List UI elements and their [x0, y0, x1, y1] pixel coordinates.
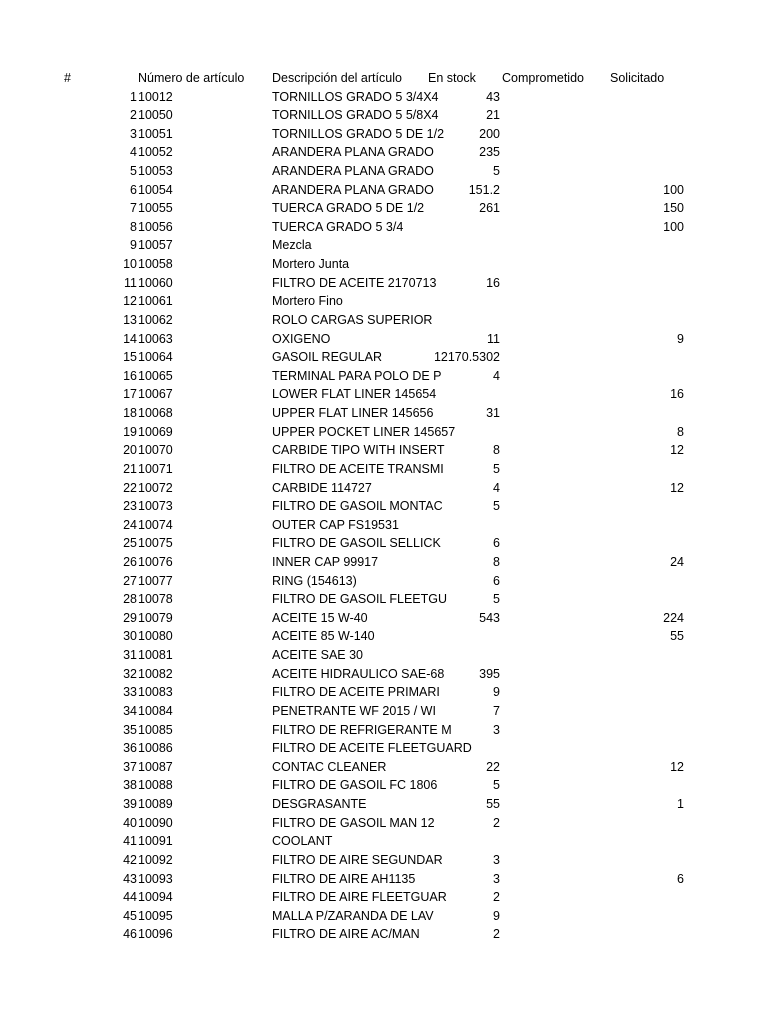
table-row	[0, 553, 768, 572]
table-row	[0, 925, 768, 944]
item-solicitado: 224	[663, 610, 684, 625]
table-row	[0, 851, 768, 870]
row-index: 46	[123, 927, 137, 942]
item-description: TERMINAL PARA POLO DE P	[272, 368, 442, 383]
item-stock: 6	[493, 573, 500, 588]
row-index: 1	[130, 89, 137, 104]
row-index: 15	[123, 350, 137, 365]
item-number: 10092	[138, 852, 173, 867]
table-row	[0, 516, 768, 535]
table-row	[0, 330, 768, 349]
row-index: 10	[123, 257, 137, 272]
item-number: 10077	[138, 573, 173, 588]
row-index: 3	[130, 126, 137, 141]
row-index: 30	[123, 629, 137, 644]
item-solicitado: 9	[677, 331, 684, 346]
item-number: 10075	[138, 536, 173, 551]
item-description: FILTRO DE GASOIL SELLICK	[272, 536, 441, 551]
row-index: 5	[130, 163, 137, 178]
item-description: FILTRO DE AIRE AH1135	[272, 871, 416, 886]
item-description: FILTRO DE ACEITE TRANSMI	[272, 461, 444, 476]
item-solicitado: 12	[670, 443, 684, 458]
table-row	[0, 683, 768, 702]
item-number: 10050	[138, 108, 173, 123]
table-row	[0, 460, 768, 479]
item-description: TORNILLOS GRADO 5 3/4X4	[272, 89, 439, 104]
item-stock: 12170.5302	[433, 350, 500, 365]
table-row	[0, 702, 768, 721]
item-description: FILTRO DE REFRIGERANTE M	[272, 722, 452, 737]
item-number: 10074	[138, 517, 173, 532]
row-index: 45	[123, 908, 137, 923]
table-row	[0, 795, 768, 814]
row-index: 44	[123, 890, 137, 905]
table-row	[0, 721, 768, 740]
item-number: 10063	[138, 331, 173, 346]
row-index: 7	[130, 201, 137, 216]
item-stock: 7	[493, 703, 500, 718]
item-number: 10086	[138, 741, 173, 756]
item-number: 10089	[138, 797, 173, 812]
row-index: 33	[123, 685, 137, 700]
item-number: 10088	[138, 778, 173, 793]
item-stock: 8	[493, 443, 500, 458]
header-solicitado: Solicitado	[610, 70, 665, 85]
item-number: 10064	[138, 350, 173, 365]
row-index: 21	[123, 461, 137, 476]
row-index: 38	[123, 778, 137, 793]
item-stock: 6	[493, 536, 500, 551]
item-description: GASOIL REGULAR	[272, 350, 382, 365]
row-index: 19	[123, 424, 137, 439]
table-row	[0, 441, 768, 460]
item-number: 10080	[138, 629, 173, 644]
table-row	[0, 125, 768, 144]
table-row	[0, 534, 768, 553]
row-index: 16	[123, 368, 137, 383]
item-solicitado: 100	[663, 182, 684, 197]
item-number: 10072	[138, 480, 173, 495]
item-number: 10084	[138, 703, 173, 718]
item-description: FILTRO DE AIRE SEGUNDAR	[272, 852, 443, 867]
item-number: 10083	[138, 685, 173, 700]
table-row	[0, 348, 768, 367]
table-row	[0, 888, 768, 907]
item-number: 10055	[138, 201, 173, 216]
item-number: 10071	[138, 461, 173, 476]
table-row	[0, 479, 768, 498]
item-description: Mortero Junta	[272, 257, 350, 272]
item-number: 10082	[138, 666, 173, 681]
row-index: 40	[123, 815, 137, 830]
item-number: 10093	[138, 871, 173, 886]
table-row	[0, 311, 768, 330]
item-solicitado: 16	[670, 387, 684, 402]
item-description: PENETRANTE WF 2015 / WI	[272, 703, 436, 718]
item-stock: 11	[487, 331, 500, 346]
item-number: 10076	[138, 555, 173, 569]
header-stock: En stock	[428, 70, 476, 85]
table-row	[0, 292, 768, 311]
row-index: 14	[123, 331, 137, 346]
table-row	[0, 497, 768, 516]
table-row	[0, 423, 768, 442]
row-index: 23	[123, 499, 137, 514]
item-description: CARBIDE TIPO WITH INSERT	[272, 443, 445, 458]
item-number: 10060	[138, 275, 173, 290]
item-number: 10061	[138, 294, 173, 309]
row-index: 27	[123, 573, 137, 588]
item-solicitado: 12	[670, 759, 684, 774]
item-description: UPPER FLAT LINER 145656	[272, 406, 434, 421]
table-row	[0, 870, 768, 889]
item-description: DESGRASANTE	[272, 797, 367, 812]
item-stock: 2	[493, 815, 500, 830]
row-index: 37	[123, 759, 137, 774]
item-stock: 543	[479, 610, 500, 625]
item-stock: 3	[493, 722, 500, 737]
header-descripcion: Descripción del artículo	[272, 70, 402, 85]
item-solicitado: 1	[677, 797, 684, 812]
table-row	[0, 236, 768, 255]
table-row	[0, 590, 768, 609]
table-row	[0, 832, 768, 851]
item-description: TUERCA GRADO 5 3/4	[272, 219, 404, 234]
row-index: 9	[130, 238, 137, 253]
item-stock: 8	[493, 555, 500, 569]
item-description: OUTER CAP FS19531	[272, 517, 399, 532]
item-description: CARBIDE 114727	[272, 480, 372, 495]
table-row	[0, 404, 768, 423]
item-number: 10091	[138, 834, 173, 849]
table-row	[0, 739, 768, 758]
row-index: 2	[130, 108, 137, 123]
item-solicitado: 6	[677, 871, 684, 886]
table-row	[0, 609, 768, 628]
item-stock: 3	[493, 871, 500, 886]
item-stock: 22	[486, 759, 500, 774]
table-row	[0, 665, 768, 684]
row-index: 12	[123, 294, 137, 309]
item-stock: 5	[493, 592, 500, 607]
table-row	[0, 143, 768, 162]
item-number: 10056	[138, 219, 173, 234]
table-row	[0, 218, 768, 237]
item-description: FILTRO DE ACEITE PRIMARI	[272, 685, 440, 700]
item-stock: 4	[493, 368, 500, 383]
table-row	[0, 907, 768, 926]
item-description: FILTRO DE AIRE AC/MAN	[272, 927, 420, 942]
table-row	[0, 776, 768, 795]
row-index: 8	[130, 219, 137, 234]
row-index: 39	[123, 797, 137, 812]
item-description: ARANDERA PLANA GRADO	[272, 163, 434, 178]
item-stock: 5	[493, 461, 500, 476]
item-number: 10079	[138, 610, 173, 625]
table-row	[0, 627, 768, 646]
item-number: 10070	[138, 443, 173, 458]
item-number: 10085	[138, 722, 173, 737]
item-number: 10069	[138, 424, 173, 439]
item-number: 10012	[138, 89, 173, 104]
table-row	[0, 758, 768, 777]
item-description: Mezcla	[272, 238, 312, 253]
item-stock: 5	[493, 778, 500, 793]
row-index: 29	[123, 610, 137, 625]
item-description: CONTAC CLEANER	[272, 759, 387, 774]
item-stock: 395	[479, 666, 500, 681]
table-row	[0, 385, 768, 404]
row-index: 4	[130, 145, 137, 160]
item-solicitado: 150	[663, 201, 684, 216]
item-stock: 200	[479, 126, 500, 141]
item-solicitado: 12	[670, 480, 684, 495]
item-description: ARANDERA PLANA GRADO	[272, 182, 434, 197]
item-number: 10073	[138, 499, 173, 514]
header-hash: #	[64, 70, 71, 85]
table-row	[0, 199, 768, 218]
item-stock: 151.2	[468, 182, 500, 197]
table-row	[0, 274, 768, 293]
item-stock: 55	[486, 797, 500, 812]
item-number: 10096	[138, 927, 173, 942]
item-description: ACEITE SAE 30	[272, 648, 364, 663]
row-index: 42	[123, 852, 137, 867]
item-number: 10067	[138, 387, 173, 402]
item-description: ARANDERA PLANA GRADO	[272, 145, 434, 160]
table-row	[0, 181, 768, 200]
item-description: FILTRO DE GASOIL MONTAC	[272, 499, 443, 514]
item-solicitado: 100	[663, 219, 684, 234]
item-description: ACEITE 85 W-140	[272, 629, 375, 644]
item-description: FILTRO DE GASOIL MAN 12	[272, 815, 435, 830]
item-stock: 31	[486, 406, 500, 421]
item-stock: 5	[493, 499, 500, 514]
table-row	[0, 88, 768, 107]
item-number: 10094	[138, 890, 173, 905]
item-description: TUERCA GRADO 5 DE 1/2	[272, 201, 425, 216]
row-index: 35	[123, 722, 137, 737]
item-solicitado: 55	[670, 629, 684, 644]
item-number: 10095	[138, 908, 173, 923]
row-index: 31	[123, 648, 137, 663]
table-row	[0, 162, 768, 181]
item-number: 10054	[138, 182, 173, 197]
row-index: 43	[123, 871, 137, 886]
item-stock: 43	[486, 89, 500, 104]
item-number: 10065	[138, 368, 173, 383]
item-number: 10087	[138, 759, 173, 774]
item-description: LOWER FLAT LINER 145654	[272, 387, 437, 402]
row-index: 24	[123, 517, 137, 532]
item-description: TORNILLOS GRADO 5 5/8X4	[272, 108, 439, 123]
item-description: FILTRO DE GASOIL FC 1806	[272, 778, 438, 793]
item-stock: 2	[493, 927, 500, 942]
item-description: TORNILLOS GRADO 5 DE 1/2	[272, 126, 445, 141]
row-index: 18	[123, 406, 137, 421]
item-number: 10078	[138, 592, 173, 607]
item-description: FILTRO DE ACEITE 2170713	[272, 275, 437, 290]
row-index: 13	[123, 312, 137, 327]
item-description: UPPER POCKET LINER 145657	[272, 424, 456, 439]
item-description: ROLO CARGAS SUPERIOR	[272, 312, 433, 327]
item-solicitado: 8	[677, 424, 684, 439]
table-row	[0, 646, 768, 665]
item-stock: 3	[493, 852, 500, 867]
row-index: 36	[123, 741, 137, 756]
item-number: 10057	[138, 238, 173, 253]
row-index: 26	[123, 555, 137, 569]
item-description: OXIGENO	[272, 331, 331, 346]
item-number: 10053	[138, 163, 173, 178]
item-stock: 235	[479, 145, 500, 160]
row-index: 20	[123, 443, 137, 458]
table-row	[0, 367, 768, 386]
item-number: 10052	[138, 145, 173, 160]
row-index: 32	[123, 666, 137, 681]
item-stock: 9	[493, 685, 500, 700]
item-number: 10081	[138, 648, 173, 663]
row-index: 41	[123, 834, 137, 849]
item-number: 10068	[138, 406, 173, 421]
item-description: FILTRO DE GASOIL FLEETGU	[272, 592, 448, 607]
item-description: MALLA P/ZARANDA DE LAV	[272, 908, 434, 923]
item-number: 10062	[138, 312, 173, 327]
item-description: COOLANT	[272, 834, 333, 849]
row-index: 34	[123, 703, 137, 718]
table-header	[0, 69, 768, 88]
row-index: 17	[123, 387, 137, 402]
item-number: 10058	[138, 257, 173, 272]
item-description: RING (154613)	[272, 573, 357, 588]
table-row	[0, 255, 768, 274]
item-number: 10051	[138, 126, 173, 141]
item-stock: 21	[486, 108, 500, 123]
item-stock: 9	[493, 908, 500, 923]
item-description: ACEITE 15 W-40	[272, 610, 368, 625]
header-comprometido: Comprometido	[502, 70, 584, 85]
table-row	[0, 106, 768, 125]
item-stock: 261	[479, 201, 500, 216]
row-index: 22	[123, 480, 137, 495]
item-solicitado: 24	[670, 555, 684, 569]
table-row	[0, 572, 768, 591]
item-description: FILTRO DE ACEITE FLEETGUARD	[272, 741, 472, 756]
item-description: FILTRO DE AIRE FLEETGUAR	[272, 890, 447, 905]
row-index: 25	[123, 536, 137, 551]
item-description: ACEITE HIDRAULICO SAE-68	[272, 666, 445, 681]
row-index: 6	[130, 182, 137, 197]
table-row	[0, 814, 768, 833]
header-numero: Número de artículo	[138, 70, 245, 85]
item-stock: 16	[486, 275, 500, 290]
row-index: 28	[123, 592, 137, 607]
row-index: 11	[124, 275, 137, 290]
item-description: Mortero Fino	[272, 294, 343, 309]
item-stock: 5	[493, 163, 500, 178]
item-stock: 2	[493, 890, 500, 905]
item-number: 10090	[138, 815, 173, 830]
item-stock: 4	[493, 480, 500, 495]
item-description: INNER CAP 99917	[272, 555, 379, 569]
